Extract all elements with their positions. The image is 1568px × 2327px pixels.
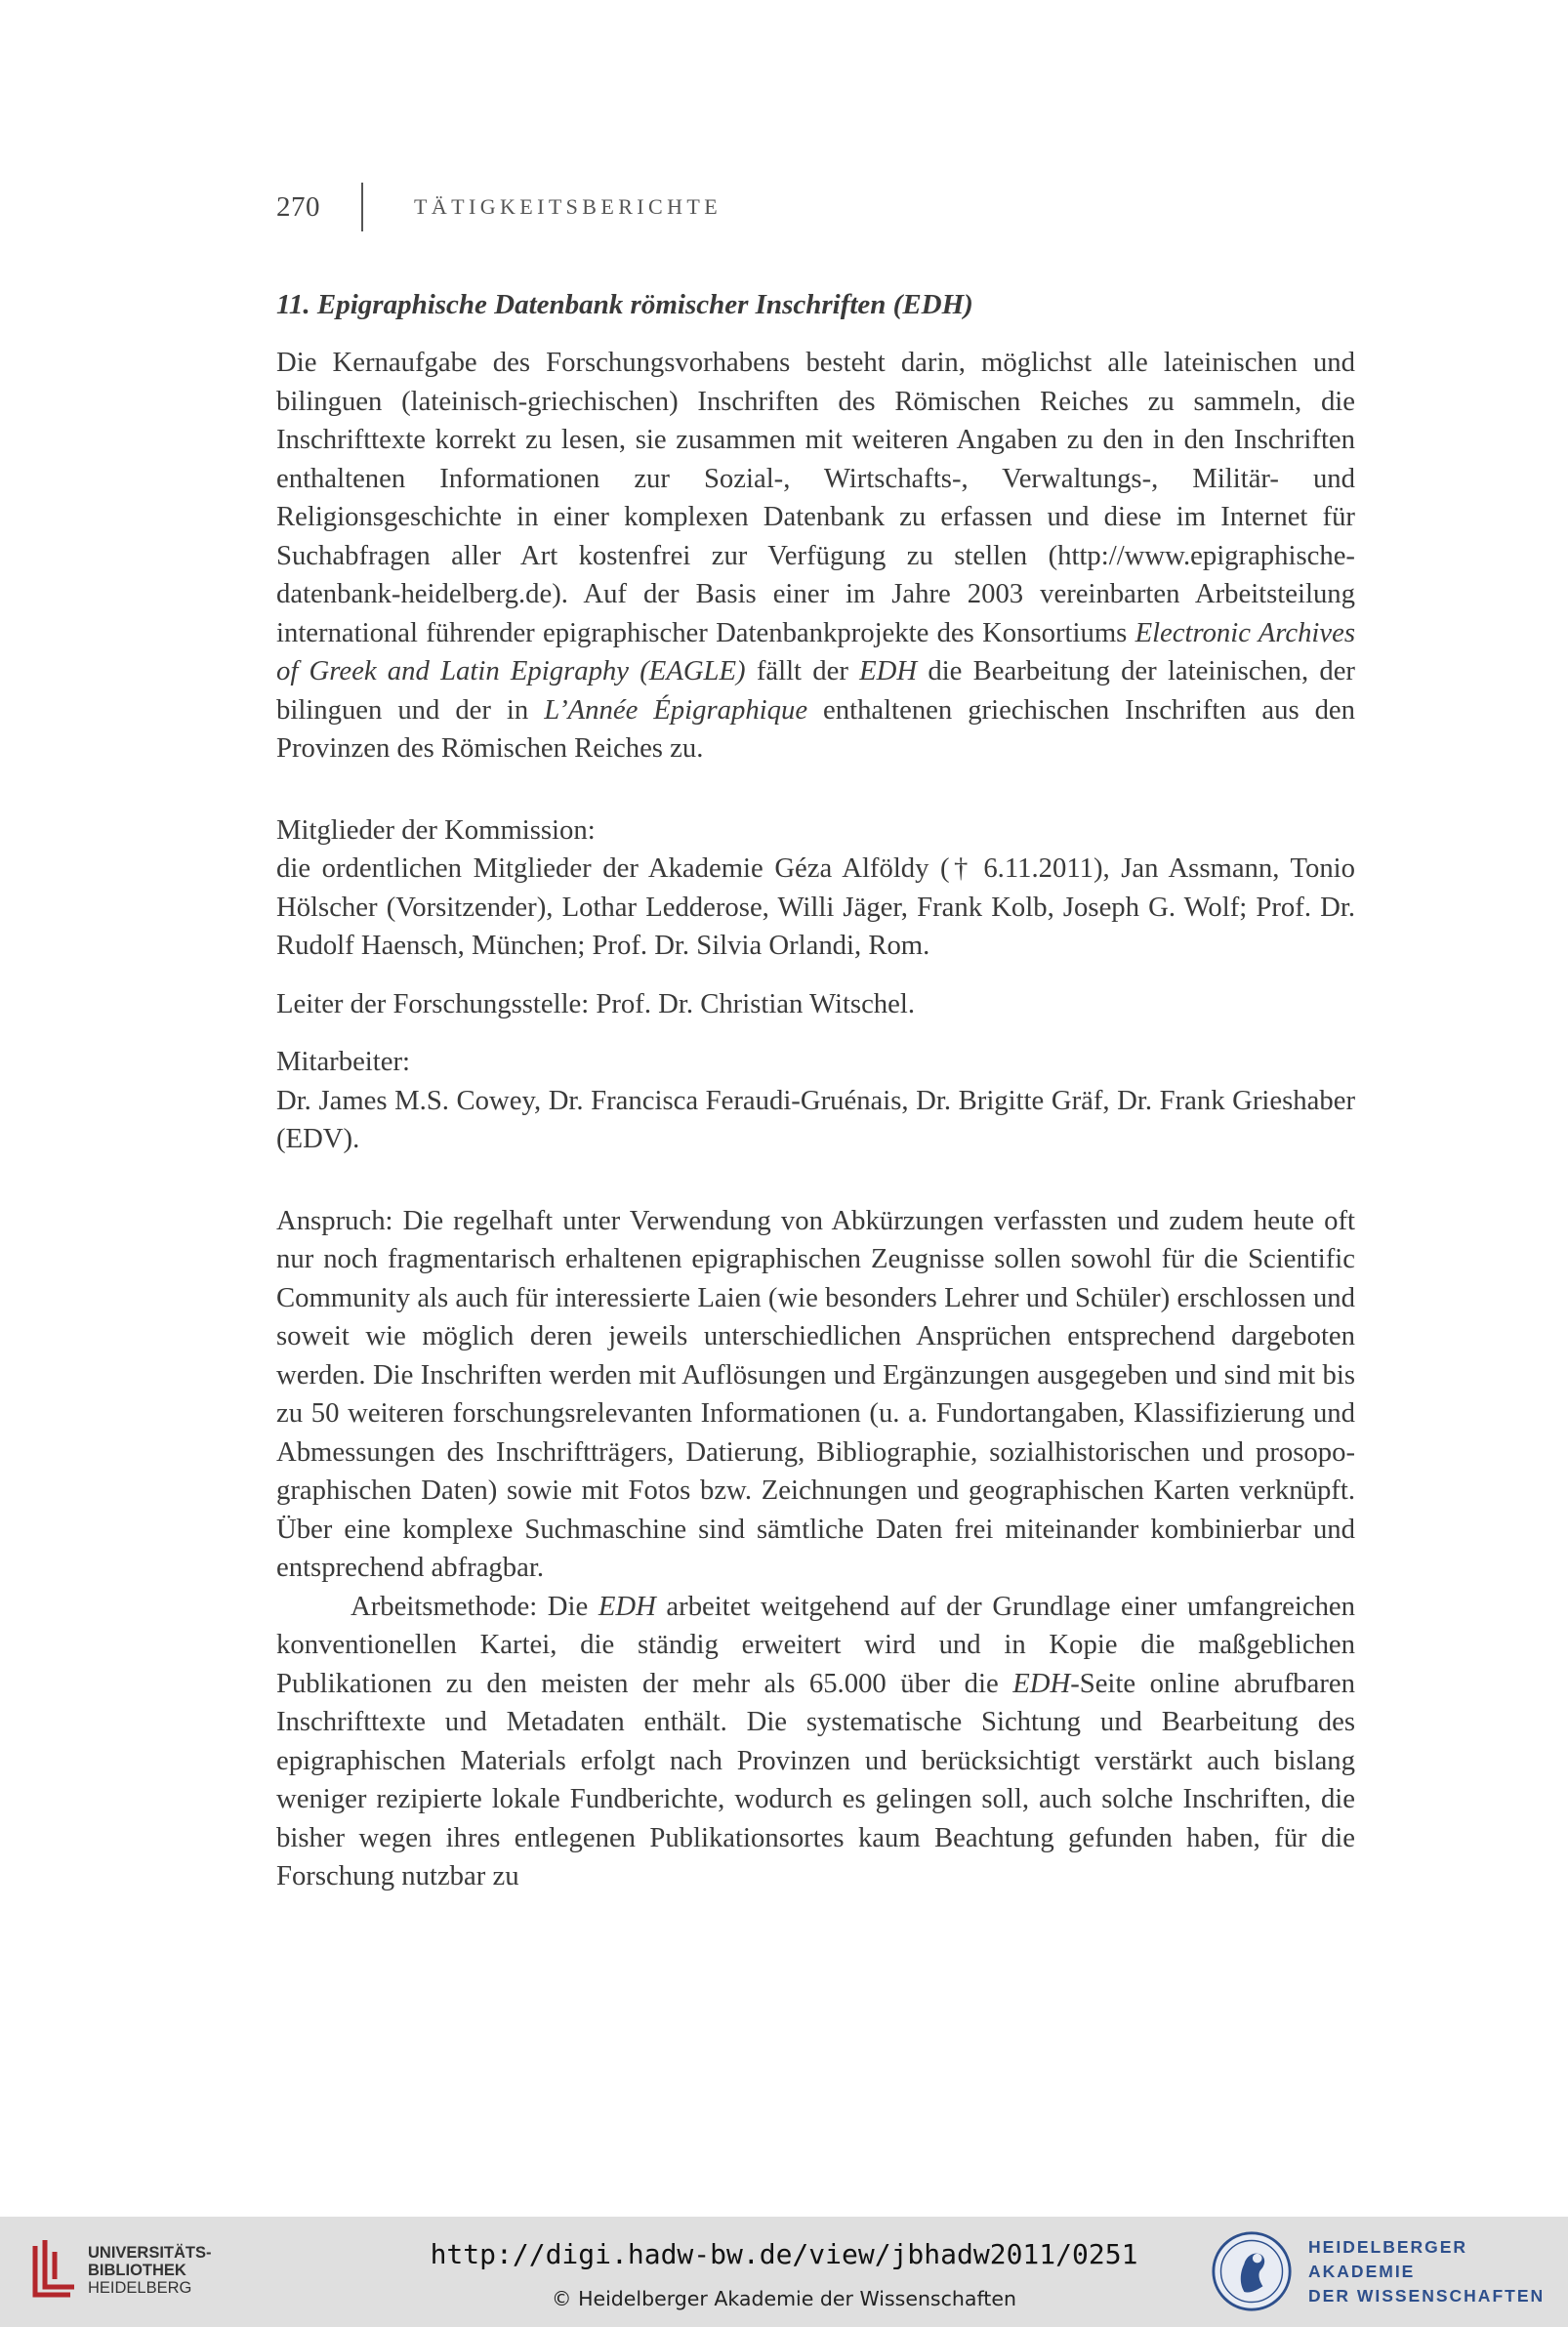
permalink-url[interactable]: http://digi.hadw-bw.de/view/jbhadw2011/0251 (430, 2238, 1138, 2270)
ub-line-1: UNIVERSITÄTS- (88, 2244, 212, 2262)
academy-wordmark (1308, 2235, 1568, 2308)
method-paragraph (276, 1588, 1355, 1896)
page-number: 270 (276, 190, 320, 223)
staff-heading: Mitarbeiter: (276, 1046, 411, 1077)
main-content (276, 285, 1355, 1896)
academy-seal-icon (1211, 2228, 1293, 2314)
method-text: -Seite online abrufbaren Inschrifttexte und Metadaten enthält. Die systematische Sichtung und Bearbeitung des epigraphischen Materials erfolgt nach Provinzen und berücksichtigt verstärkt auch bislang weniger rezipierte lokale Fundberichte, wodurch es gelingen soll, auch solche Inschriften, die bisher wegen ihres entlegenen Publikationsortes kaum Beachtung gefunden haben, für die Forschung nutzbar zu (276, 1667, 1355, 1891)
copyright-notice: © Heidelberger Akademie der Wissenschaften (552, 2287, 1016, 2310)
intro-italic-edh: EDH (859, 655, 918, 686)
spacer (276, 1023, 1355, 1043)
ub-line-3: HEIDELBERG (88, 2279, 192, 2297)
academy-line-2: DER WISSENSCHAFTEN (1308, 2285, 1546, 2306)
ub-line-2: BIBLIOTHEK (88, 2262, 186, 2279)
header-divider (361, 183, 363, 231)
commission-text: die ordentlichen Mitglieder der Akademie Géza Alföldy († 6.11.2011), Jan Assmann, Tonio Hölscher (Vorsitzender), Lothar Ledderose, Willi Jäger, Frank Kolb, Joseph G. Wolf; Prof. Dr. Rudolf Haensch, München; Prof. Dr. Silvia Orlandi, Rom. (276, 852, 1355, 961)
commission-heading: Mitglieder der Kommission: (276, 813, 596, 846)
academy-logo[interactable] (1211, 2228, 1568, 2314)
running-title: TÄTIGKEITSBERICHTE (414, 194, 722, 219)
section-title: 11. Epigraphische Datenbank römischer Inschriften (EDH) (276, 289, 973, 320)
academy-line-1: HEIDELBERGER AKADEMIE (1308, 2236, 1468, 2281)
leader-text: Leiter der Forschungsstelle: Prof. Dr. Christian Witschel. (276, 987, 916, 1019)
claim-paragraph: Anspruch: Die regelhaft unter Verwendung von Abkürzungen verfassten und zudem heute oft nur noch fragmentarisch erhaltenen epigraphischen Zeugnisse sollen sowohl für die Scientific Community als auch für interessierte Laien (wie besonders Lehrer und Schüler) erschlossen und soweit wie möglich deren jeweils unterschiedlichen Ansprüchen entsprechend dargeboten werden. Die Inschriften werden mit Auflösungen und Ergänzungen ausgegeben und sind mit bis zu 50 weiteren forschungsrelevanten Informationen (u. a. Fundortangaben, Klassifizierung und Abmessungen des Inschriftträgers, Datierung, Bibliographie, sozialhistorischen und prosopographischen Daten) sowie mit Fotos bzw. Zeichnungen und geographischen Karten verknüpft. Über eine komplexe Suchmaschine sind sämtliche Daten frei miteinander kombinierbar und entsprechend abfragbar. (276, 1204, 1355, 1583)
spacer (276, 966, 1355, 985)
intro-italic-eagle: Electronic Archives of Greek and Latin Epigraphy (EAGLE) (276, 616, 1356, 686)
method-text: Arbeitsmethode: Die (351, 1590, 598, 1622)
running-head (276, 186, 722, 229)
method-italic-edh: EDH (1012, 1667, 1071, 1699)
spacer (276, 769, 1355, 811)
intro-text: enthaltenen griechischen Inschriften aus den Provinzen des Römischen Reiches zu. (276, 693, 1355, 764)
intro-italic-annee: L’Année Épigraphique (544, 693, 808, 726)
spacer (276, 1159, 1355, 1202)
intro-text: fällt der (745, 655, 860, 686)
staff-text: Dr. James M.S. Cowey, Dr. Francisca Feraudi-Gruénais, Dr. Brigitte Gräf, Dr. Frank Grieshaber (EDV). (276, 1084, 1355, 1154)
intro-paragraph (276, 344, 1355, 769)
footer-bar (0, 2217, 1568, 2327)
intro-text: die Bearbeitung der lateinischen, der bilinguen und der in (276, 655, 1355, 726)
intro-text: Die Kernaufgabe des Forschungsvorhabens besteht darin, möglichst alle lateinischen und bilinguen (lateinisch-griechischen) Inschriften des Römischen Reiches zu sammeln, die Inschrifttexte korrekt zu lesen, sie zusammen mit weiteren Angaben zu den in den Inschriften enthaltenen Informationen zur Sozial-, Wirtschafts-, Verwaltungs-, Militär- und Religionsgeschichte in einer komplexen Datenbank zu erfassen und diese im Internet für Suchabfragen aller Art kostenfrei zur Verfügung zu stellen (http://www.epigraphische-datenbank-heidelberg.de). Auf der Basis einer im Jahre 2003 vereinbarten Arbeitsteilung international führender epigraphischer Datenbankprojekte des Konsortiums (276, 347, 1355, 648)
method-text: arbeitet weitgehend auf der Grundlage einer umfangreichen konventionellen Kartei, die ständig erweitert wird und in Kopie die maßgeblichen Publikationen zu den meisten der mehr als 65.000 über die (276, 1590, 1356, 1699)
method-italic-edh: EDH (598, 1590, 656, 1622)
